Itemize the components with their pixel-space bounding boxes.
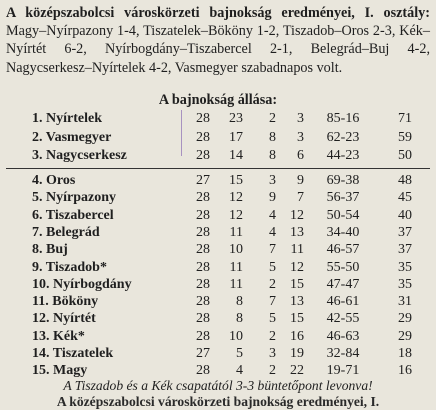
team-name: 15. Magy	[32, 363, 88, 379]
goals-cell: 85-16	[326, 111, 360, 126]
won-cell: 8	[236, 311, 243, 327]
lost-cell: 12	[290, 259, 304, 275]
won-cell: 12	[229, 207, 243, 223]
team-name: 13. Kék*	[32, 328, 85, 344]
points-cell: 31	[398, 294, 412, 310]
played-cell: 28	[196, 294, 210, 310]
won-cell: 4	[236, 363, 243, 379]
standings-row	[32, 275, 432, 294]
standings-row	[32, 240, 432, 259]
won-cell: 23	[229, 111, 243, 126]
goals-cell: 42-55	[326, 311, 360, 327]
played-cell: 27	[196, 346, 210, 361]
points-cell: 37	[398, 224, 412, 240]
drawn-cell: 2	[269, 276, 276, 292]
drawn-cell: 2	[269, 111, 276, 126]
points-cell: 37	[398, 242, 412, 258]
goals-cell: 46-61	[326, 294, 360, 310]
standings-row	[32, 223, 432, 242]
team-name: 3. Nagycserkesz	[32, 148, 127, 163]
points-cell: 40	[398, 207, 412, 223]
lost-cell: 3	[297, 129, 304, 145]
goals-cell: 62-23	[326, 129, 360, 145]
drawn-cell: 5	[269, 311, 276, 327]
drawn-cell: 2	[269, 363, 276, 379]
drawn-cell: 5	[269, 259, 276, 275]
goals-cell: 44-23	[326, 148, 360, 163]
team-name: 8. Buj	[32, 242, 68, 258]
goals-cell: 69-38	[326, 173, 360, 188]
won-cell: 14	[229, 148, 243, 163]
played-cell: 28	[196, 259, 210, 275]
points-cell: 35	[398, 276, 412, 292]
drawn-cell: 7	[269, 294, 276, 310]
standings-row	[32, 309, 432, 328]
pen-mark	[181, 110, 182, 156]
points-cell: 45	[398, 190, 412, 206]
points-cell: 35	[398, 259, 412, 275]
won-cell: 11	[229, 259, 243, 275]
played-cell: 28	[196, 276, 210, 292]
standings-row	[32, 128, 432, 147]
team-name: 5. Nyírpazony	[32, 190, 116, 206]
goals-cell: 56-37	[326, 190, 360, 206]
played-cell: 28	[196, 190, 210, 206]
standings-row	[32, 146, 432, 165]
article-intro	[6, 4, 430, 77]
points-cell: 71	[398, 111, 412, 126]
standings-row	[32, 327, 432, 346]
played-cell: 28	[196, 129, 210, 145]
standings-row	[32, 109, 432, 128]
lost-cell: 12	[290, 207, 304, 223]
played-cell: 28	[196, 242, 210, 258]
lost-cell: 22	[290, 363, 304, 379]
drawn-cell: 8	[269, 148, 276, 163]
drawn-cell: 4	[269, 224, 276, 240]
standings-row	[32, 344, 432, 363]
points-cell: 29	[398, 328, 412, 344]
won-cell: 10	[229, 242, 243, 258]
points-cell: 18	[398, 346, 412, 361]
played-cell: 28	[196, 311, 210, 327]
drawn-cell: 3	[269, 346, 276, 361]
points-cell: 48	[398, 173, 412, 188]
team-name: 2. Vasmegyer	[32, 129, 112, 145]
played-cell: 28	[196, 328, 210, 344]
lost-cell: 15	[290, 311, 304, 327]
won-cell: 8	[236, 294, 243, 310]
team-name: 10. Nyírbogdány	[32, 276, 132, 292]
won-cell: 11	[229, 276, 243, 292]
goals-cell: 19-71	[326, 363, 360, 379]
lost-cell: 9	[297, 173, 304, 188]
lost-cell: 13	[290, 294, 304, 310]
goals-cell: 46-57	[326, 242, 360, 258]
drawn-cell: 8	[269, 129, 276, 145]
team-name: 9. Tiszadob*	[32, 259, 107, 275]
lost-cell: 7	[297, 190, 304, 206]
standings-row	[32, 188, 432, 207]
points-cell: 59	[398, 129, 412, 145]
lost-cell: 13	[290, 224, 304, 240]
played-cell: 28	[196, 224, 210, 240]
drawn-cell: 4	[269, 207, 276, 223]
standings-title: A bajnokság állása:	[158, 92, 278, 108]
goals-cell: 47-47	[326, 276, 360, 292]
points-cell: 29	[398, 311, 412, 327]
penalty-footnote: A Tiszadob és a Kék csapatától 3-3 büntetőpont levonva!	[63, 378, 373, 393]
team-name: 6. Tiszabercel	[32, 207, 114, 223]
lost-cell: 11	[290, 242, 304, 258]
goals-cell: 32-84	[326, 346, 360, 361]
match-results: Magy–Nyírpazony 1-4, Tiszatelek–Bököny 1-2, Tiszadob–Oros 2-3, Kék–Nyírtét 6-2, Nyírbogdány–Tiszabercel 2-1, Belegrád–Buj 4-2, Nagycserkesz–Nyírtelek 4-2, Vasmegyer szabadnapos volt.	[6, 23, 430, 76]
team-name: 11. Bököny	[32, 294, 99, 310]
points-cell: 50	[398, 148, 412, 163]
goals-cell: 34-40	[326, 224, 360, 240]
played-cell: 28	[196, 148, 210, 163]
won-cell: 15	[229, 173, 243, 188]
goals-cell: 55-50	[326, 259, 360, 275]
played-cell: 28	[196, 363, 210, 379]
drawn-cell: 7	[269, 242, 276, 258]
table-divider	[6, 168, 430, 169]
team-name: 4. Oros	[32, 173, 76, 188]
article-heading: A középszabolcsi városkörzeti bajnokság eredményei, I. osztály:	[6, 5, 430, 21]
standings-row	[32, 206, 432, 225]
points-cell: 16	[398, 363, 412, 379]
lost-cell: 19	[290, 346, 304, 361]
played-cell: 28	[196, 207, 210, 223]
next-article-line: A középszabolcsi városkörzeti bajnokság eredményei, I.	[56, 394, 380, 409]
lost-cell: 3	[297, 111, 304, 126]
team-name: 1. Nyírtelek	[32, 111, 102, 126]
drawn-cell: 9	[269, 190, 276, 206]
standings-row	[32, 258, 432, 277]
goals-cell: 50-54	[326, 207, 360, 223]
won-cell: 17	[229, 129, 243, 145]
goals-cell: 46-63	[326, 328, 360, 344]
team-name: 7. Belegrád	[32, 224, 100, 240]
lost-cell: 15	[290, 276, 304, 292]
won-cell: 11	[229, 224, 243, 240]
team-name: 14. Tiszatelek	[32, 346, 114, 361]
team-name: 12. Nyírtét	[32, 311, 96, 327]
drawn-cell: 3	[269, 173, 276, 188]
standings-row	[32, 292, 432, 311]
drawn-cell: 2	[269, 328, 276, 344]
standings-row	[32, 171, 432, 190]
played-cell: 28	[196, 111, 210, 126]
won-cell: 10	[229, 328, 243, 344]
lost-cell: 6	[297, 148, 304, 163]
won-cell: 5	[236, 346, 243, 361]
played-cell: 27	[196, 173, 210, 188]
won-cell: 12	[229, 190, 243, 206]
lost-cell: 16	[290, 328, 304, 344]
